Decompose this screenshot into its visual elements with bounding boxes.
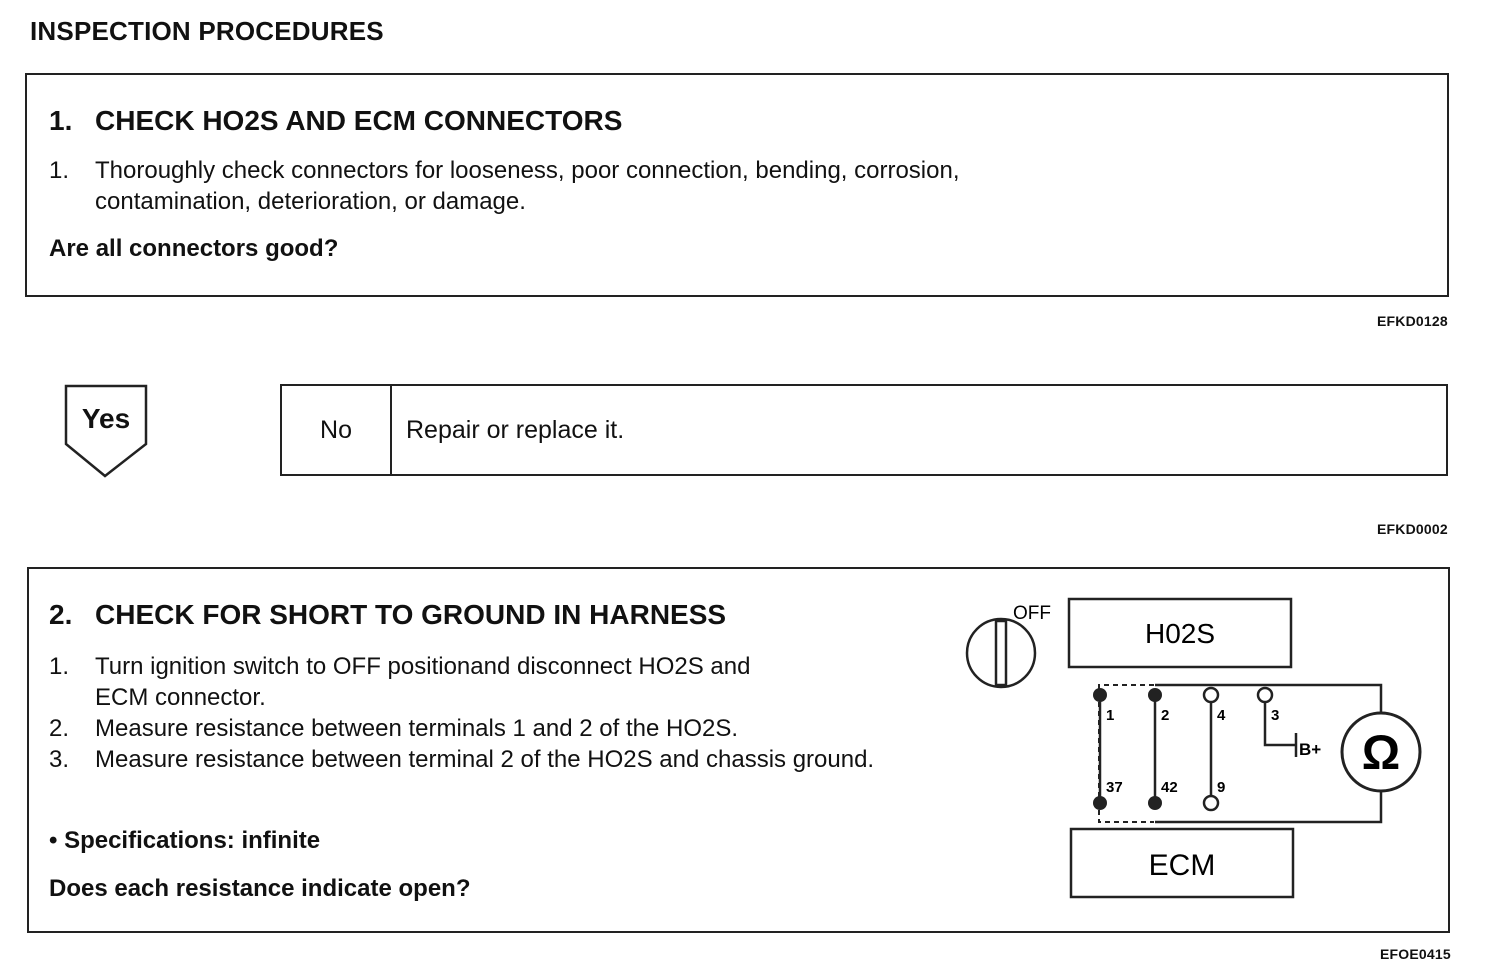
sensor-label: H02S (1144, 618, 1216, 649)
pin-2-terminal (1148, 688, 1162, 702)
step1-question: Are all connectors good? (49, 235, 339, 262)
pin-label: 37 (1106, 779, 1123, 796)
pin-3-terminal (1258, 688, 1272, 702)
harness-dashed-line (1099, 685, 1154, 822)
decision-code: EFKD0002 (1377, 521, 1448, 537)
step1-number: 1. (49, 105, 73, 136)
step2-list (49, 651, 989, 775)
no-label: No (282, 386, 392, 474)
step2-question: Does each resistance indicate open? (49, 875, 471, 902)
wire-3-bplus (1265, 702, 1296, 745)
item-text-line1: Measure resistance between terminal 2 of the HO2S and chassis ground. (95, 746, 875, 773)
item-number: 2. (49, 715, 70, 742)
pin-42-terminal (1148, 796, 1162, 810)
meter-wire-bottom (1155, 789, 1381, 822)
ignition-switch-icon (967, 619, 1035, 687)
step1-box (25, 73, 1449, 297)
no-box (280, 384, 1448, 476)
pin-label: 42 (1161, 779, 1178, 796)
step2-box (27, 567, 1450, 933)
item-number: 1. (49, 157, 70, 184)
item-text-line1: Turn ignition switch to OFF positionand disconnect HO2S and (95, 653, 751, 680)
pin-9-terminal (1204, 796, 1218, 810)
step1-title: CHECK HO2S AND ECM CONNECTORS (95, 105, 623, 136)
switch-off-label: OFF (1013, 603, 1051, 624)
item-text-line1: Measure resistance between terminals 1 and 2 of the HO2S. (95, 715, 739, 742)
step2-number: 2. (49, 599, 73, 630)
page-title: INSPECTION PROCEDURES (30, 16, 384, 46)
pin-label: 1 (1106, 707, 1115, 724)
specification-text: • Specifications: infinite (49, 827, 321, 854)
pin-label: 2 (1161, 707, 1170, 724)
ohmmeter-symbol: Ω (1361, 727, 1401, 780)
step2-heading (49, 599, 726, 631)
item-text-line2: contamination, deterioration, or damage. (95, 188, 526, 215)
item-text-line1: Thoroughly check connectors for looseness, poor connection, bending, corrosion, (95, 157, 960, 184)
no-action-text: Repair or replace it. (406, 415, 625, 444)
pin-4-terminal (1204, 688, 1218, 702)
circuit-diagram (959, 577, 1439, 927)
pin-37-terminal (1093, 796, 1107, 810)
pin-label: 9 (1217, 779, 1226, 796)
list-item (49, 713, 989, 744)
step1-heading (49, 105, 622, 137)
item-text-line2: ECM connector. (95, 684, 266, 711)
list-item (49, 155, 1409, 217)
item-number: 1. (49, 653, 70, 680)
ecm-label: ECM (1148, 849, 1216, 882)
yes-label: Yes (81, 403, 131, 434)
step2-code: EFOE0415 (1380, 946, 1451, 962)
step1-code: EFKD0128 (1377, 313, 1448, 329)
list-item (49, 744, 989, 775)
step2-title: CHECK FOR SHORT TO GROUND IN HARNESS (95, 599, 727, 630)
list-item (49, 651, 989, 713)
pin-1-terminal (1093, 688, 1107, 702)
pin-label: 3 (1271, 707, 1280, 724)
step1-list (49, 155, 1409, 217)
supply-label: B+ (1299, 740, 1322, 759)
item-number: 3. (49, 746, 70, 773)
pin-label: 4 (1217, 707, 1226, 724)
